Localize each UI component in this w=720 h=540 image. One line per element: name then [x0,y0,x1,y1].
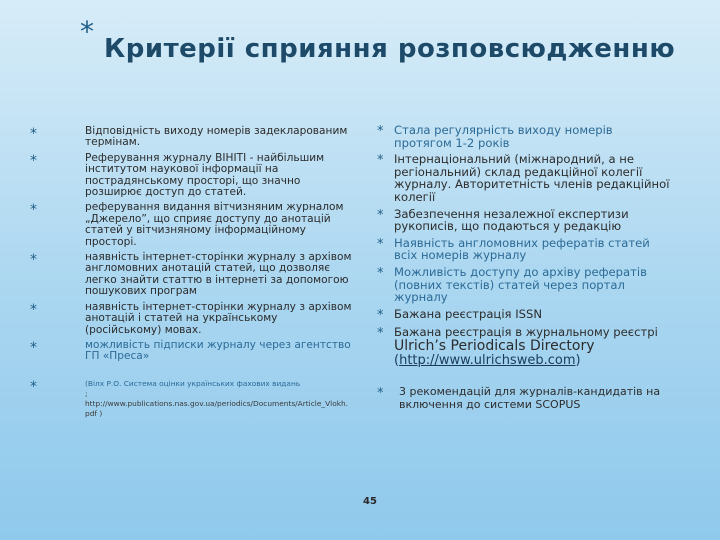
list-item [30,340,352,363]
bullet-star-icon: * [377,207,384,223]
bullet-star-icon: * [377,236,384,252]
bullet-star-icon: * [30,202,37,219]
bullet-star-icon: * [377,325,384,341]
title-bullet-icon: * [80,15,94,48]
bullet-star-icon: * [30,301,37,318]
list-item [377,326,673,368]
bullet-star-icon: * [377,307,384,323]
reference-semicolon: ; [85,388,88,398]
left-item-text: Реферування журналу ВІНІТІ - найбільшим інститутом наукової інформації на пострадянському просторі, що значно розширює доступ до статей. [85,151,325,199]
left-item-text: можливість підписки журналу через агентство ГП «Преса» [85,338,351,363]
left-item-text: наявність інтернет-сторінки журналу з архівом анотацій і статей на українському (російському) мовах. [85,300,352,336]
bullet-star-icon: * [30,378,37,395]
ulrich-url-close: ) [575,353,581,369]
list-item [30,202,352,248]
ulrich-url-link[interactable]: http://www.ulrichsweb.com [399,353,576,369]
list-item [377,237,673,262]
list-item [30,126,352,149]
recommendation-text: 3 рекомендацій для журналів-кандидатів на включення до системи SCOPUS [399,384,661,411]
left-item-text: наявність інтернет-сторінки журналу з архівом англомовних анотацій статей, що дозволяє легко знайти статтю в інтернеті за допомогою пошукових програм [85,251,352,298]
list-item [377,386,673,411]
bullet-star-icon: * [377,124,384,139]
ulrich-name: Ulrich’s Periodicals Directory [394,338,595,355]
left-item-text: реферування видання вітчизняним журналом „Джерело”, що сприяє доступу до анотацій статей у вітчизняному інформаційному просторі. [85,201,344,248]
list-item [30,153,352,199]
bullet-star-icon: * [377,385,384,401]
list-item [30,252,352,298]
bullet-star-icon: * [30,126,37,142]
page-number: 45 [363,496,377,507]
slide-title: Критерії сприяння розповсюдженню [104,34,676,64]
list-item [377,124,673,149]
reference-item [30,379,352,419]
right-item-text: Забезпечення незалежної експертизи рукописів, що подаються у редакцію [394,206,629,234]
bullet-star-icon: * [30,339,37,356]
bullet-star-icon: * [377,265,384,281]
list-item [377,266,673,304]
left-item-text: Відповідність виходу номерів задекларованим термінам. [85,125,348,149]
right-item-text: Можливість доступу до архіву рефератів (повних текстів) статей через портал журналу [394,264,647,305]
list-item [377,153,673,203]
left-criteria-list [30,126,352,419]
ulrich-item-text [391,326,673,368]
reference-text [85,379,352,419]
right-item-text: Наявність англомовних рефератів статей всіх номерів журналу [394,235,650,263]
list-item [30,302,352,336]
bullet-star-icon: * [377,153,384,169]
ulrich-url-open: ( [394,353,400,369]
list-item [377,308,673,322]
bullet-star-icon: * [30,252,37,269]
right-criteria-list [377,124,673,411]
ulrich-prefix: Бажана реєстрація в журнальному реєстрі [394,324,658,339]
right-item-text: Бажана реєстрація ISSN [394,306,543,321]
bullet-star-icon: * [30,152,37,169]
reference-url[interactable]: http://www.publications.nas.gov.ua/periodics/Documents/Article_Vlokh.pdf ) [85,398,349,418]
list-item [377,208,673,233]
reference-link[interactable]: (Вілх Р.О. Система оцінки українських фахових видань [85,378,301,388]
right-item-text: Інтернаціональний (міжнародний, а не регіональний) склад редакційної колегії журналу. Авторитетність членів редакційної колегії [394,152,670,204]
right-item-text: Стала регулярність виходу номерів протягом 1-2 років [394,123,613,150]
